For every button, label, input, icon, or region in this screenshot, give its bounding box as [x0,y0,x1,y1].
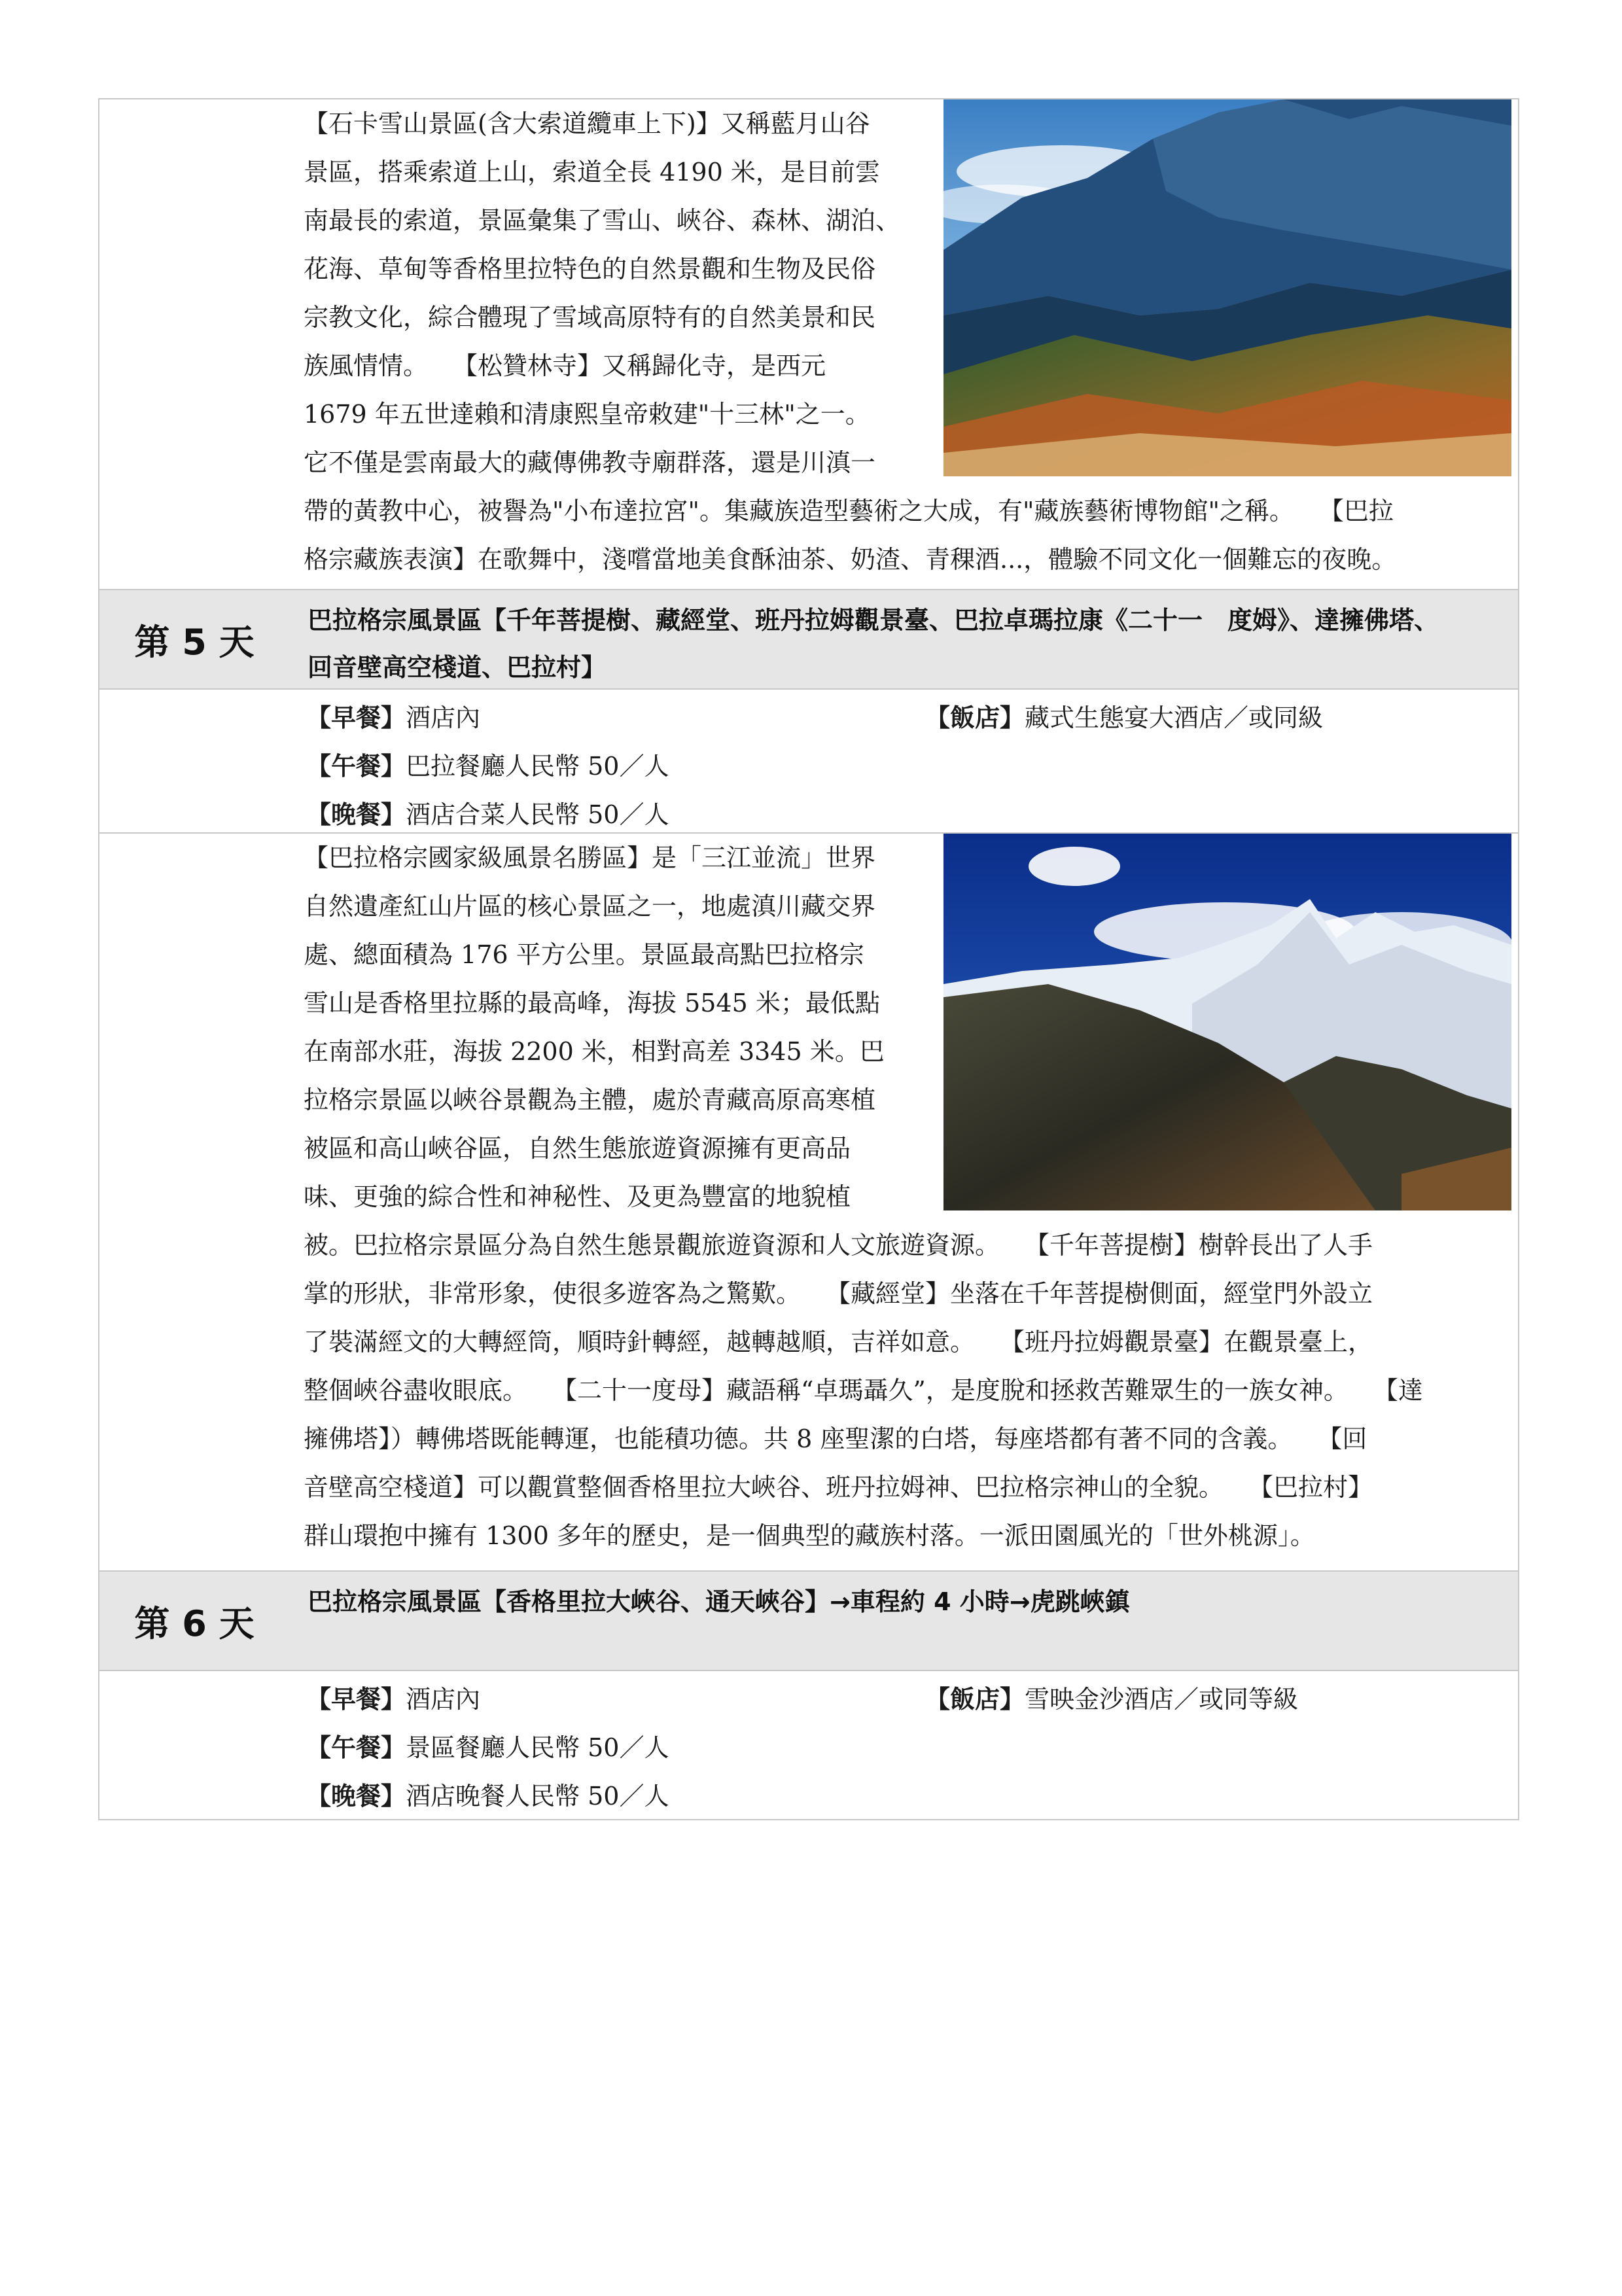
dinner-value: 酒店合菜人民幣 50／人 [406,800,669,829]
lunch-label: 【午餐】 [306,1733,406,1762]
hotel-label: 【飯店】 [925,1685,1025,1714]
paragraph-line: 它不僅是雲南最大的藏傳佛教寺廟群落，還是川滇一 [304,448,876,477]
day5-dinner [306,794,669,830]
day6-title-line: 巴拉格宗風景區【香格里拉大峽谷、通天峽谷】→車程約 4 小時→虎跳峽鎮 [308,1587,1130,1616]
dinner-label: 【晚餐】 [306,800,406,829]
day4-description-row [99,99,1518,590]
dinner-value: 酒店晚餐人民幣 50／人 [406,1782,669,1810]
paragraph-line: 格宗藏族表演】在歌舞中，淺嚐當地美食酥油茶、奶渣、青稞酒...，體驗不同文化一個難忘的夜晚。 [304,545,1397,574]
snow-peak-cliff-photo [943,834,1511,1210]
day5-hotel [925,698,1323,733]
paragraph-line: 音壁高空棧道】可以觀賞整個香格里拉大峽谷、班丹拉姆神、巴拉格宗神山的全貌。 【巴拉村】 [304,1473,1373,1502]
paragraph-line: 自然遺產紅山片區的核心景區之一，地處滇川藏交界 [304,892,876,921]
paragraph-line: 掌的形狀，非常形象，使很多遊客為之驚歎。 【藏經堂】坐落在千年菩提樹側面，經堂門外設立 [304,1279,1373,1308]
paragraph-line: 被。巴拉格宗景區分為自然生態景觀旅遊資源和人文旅遊資源。 【千年菩提樹】樹幹長出了人手 [304,1231,1373,1260]
paragraph-line: 味、更強的綜合性和神秘性、及更為豐富的地貌植 [304,1182,851,1211]
hotel-label: 【飯店】 [925,703,1025,732]
day5-title [308,597,1502,691]
paragraph-line: 【巴拉格宗國家級風景名勝區】是「三江並流」世界 [304,843,876,872]
hotel-value: 雪映金沙酒店／或同等級 [1025,1685,1299,1714]
day5-label: 第 5 天 [134,621,255,663]
day6-dinner [306,1776,669,1812]
day5-meals-row [99,690,1518,834]
day5-breakfast [306,698,480,733]
paragraph-line: 整個峽谷盡收眼底。 【二十一度母】藏語稱“卓瑪聶久”，是度脫和拯救苦難眾生的一族女神。 【達 [304,1376,1423,1405]
dinner-label: 【晚餐】 [306,1782,406,1810]
day6-title [308,1578,1502,1625]
breakfast-label: 【早餐】 [306,703,406,732]
day6-lunch [306,1727,669,1763]
day5-lunch [306,746,669,782]
day5-description-row [99,834,1518,1572]
paragraph-line: 花海、草甸等香格里拉特色的自然景觀和生物及民俗 [304,255,876,283]
paragraph-line: 南最長的索道，景區彙集了雪山、峽谷、森林、湖泊、 [304,206,901,235]
paragraph-line: 1679 年五世達賴和清康熙皇帝敕建"十三林"之一。 [304,400,870,429]
paragraph-line: 處、總面積為 176 平方公里。景區最高點巴拉格宗 [304,940,864,969]
lunch-label: 【午餐】 [306,752,406,781]
day5-title-line: 巴拉格宗風景區【千年菩提樹、藏經堂、班丹拉姆觀景臺、巴拉卓瑪拉康《二十一 度姆》、達擁佛塔、 [308,606,1439,635]
paragraph-line: 景區，搭乘索道上山，索道全長 4190 米，是目前雲 [304,158,880,186]
day6-breakfast [306,1679,480,1715]
breakfast-value: 酒店內 [406,1685,481,1714]
paragraph-line: 帶的黃教中心，被譽為"小布達拉宮"。集藏族造型藝術之大成，有"藏族藝術博物館"之稱。 【巴拉 [304,497,1394,525]
paragraph-line: 拉格宗景區以峽谷景觀為主體，處於青藏高原高寒植 [304,1086,876,1114]
day6-header-row [99,1572,1518,1671]
day6-meals-row [99,1671,1518,1819]
breakfast-label: 【早餐】 [306,1685,406,1714]
day5-title-line: 回音壁高空棧道、巴拉村】 [308,653,607,682]
lunch-value: 景區餐廳人民幣 50／人 [406,1733,669,1762]
paragraph-line: 群山環抱中擁有 1300 多年的歷史，是一個典型的藏族村落。一派田園風光的「世外桃源」。 [304,1521,1315,1550]
day6-label: 第 6 天 [134,1602,255,1644]
paragraph-line: 擁佛塔】）轉佛塔既能轉運，也能積功德。共 8 座聖潔的白塔，每座塔都有著不同的含義。 【回 [304,1424,1367,1453]
snow-mountain-valley-photo [943,99,1511,476]
day5-header-row [99,590,1518,690]
itinerary-table [98,98,1519,1820]
breakfast-value: 酒店內 [406,703,481,732]
lunch-value: 巴拉餐廳人民幣 50／人 [406,752,669,781]
paragraph-line: 宗教文化，綜合體現了雪域高原特有的自然美景和民 [304,303,876,332]
paragraph-line: 被區和高山峽谷區，自然生態旅遊資源擁有更高品 [304,1134,851,1163]
paragraph-line: 族風情情。 【松贊林寺】又稱歸化寺，是西元 [304,351,826,380]
day6-hotel [925,1679,1298,1715]
hotel-value: 藏式生態宴大酒店／或同級 [1025,703,1324,732]
paragraph-line: 雪山是香格里拉縣的最高峰，海拔 5545 米；最低點 [304,989,880,1017]
paragraph-line: 【石卡雪山景區(含大索道纜車上下)】又稱藍月山谷 [304,109,870,138]
paragraph-line: 在南部水莊，海拔 2200 米，相對高差 3345 米。巴 [304,1037,885,1066]
paragraph-line: 了裝滿經文的大轉經筒，順時針轉經，越轉越順，吉祥如意。 【班丹拉姆觀景臺】在觀景臺上， [304,1328,1373,1356]
